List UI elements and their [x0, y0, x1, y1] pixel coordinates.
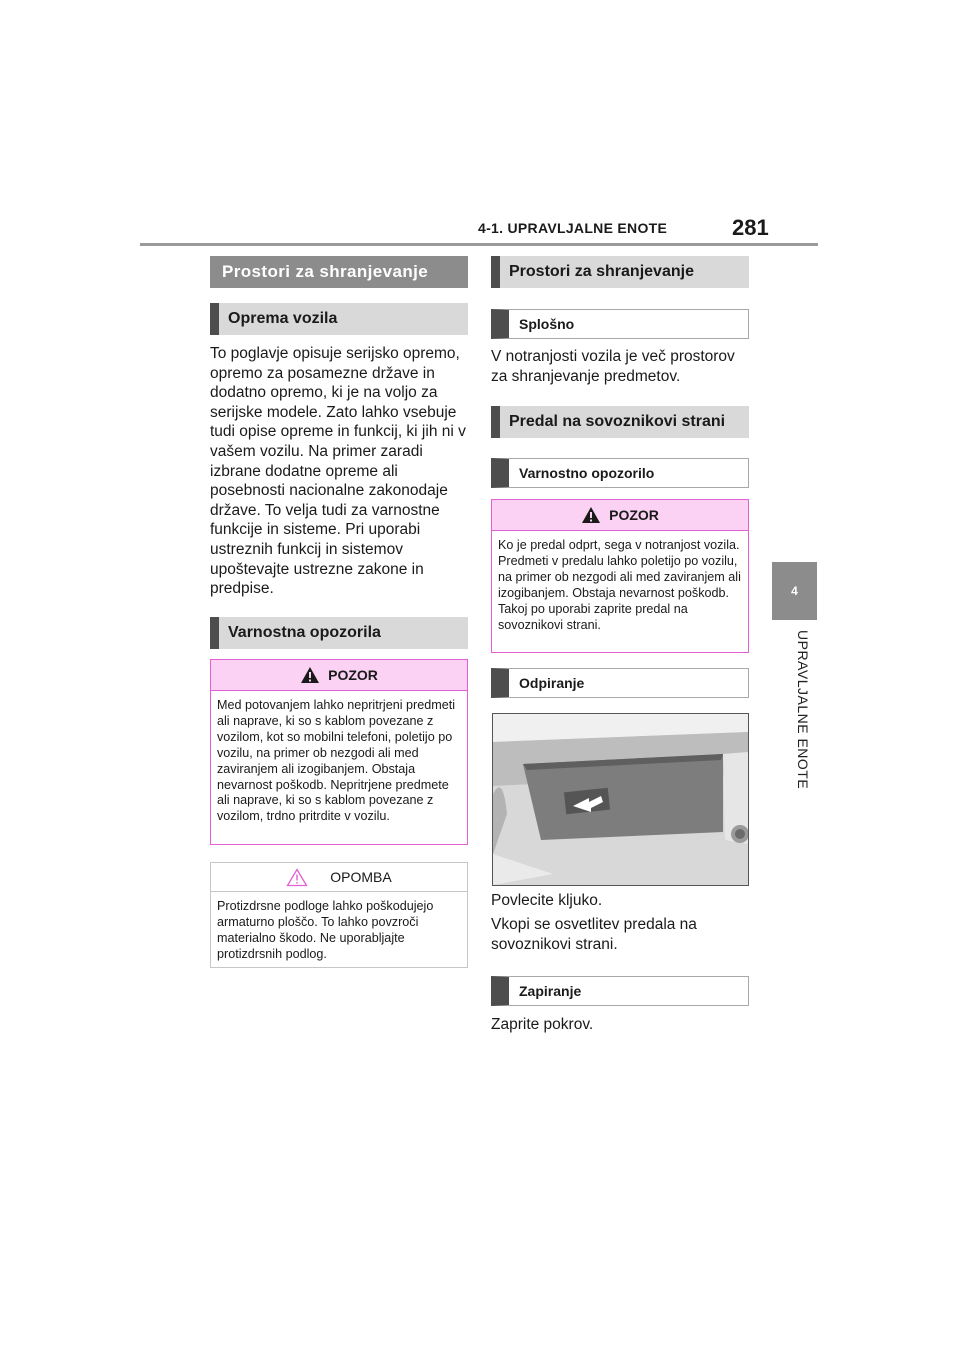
left-note-box — [210, 862, 468, 968]
chapter-tab: 4 — [772, 562, 817, 620]
left-intro-paragraph: To poglavje opisuje serijsko opremo, opremo za posamezne države in dodatno opremo, ki je na voljo za serijske modele. Zato lahko vsebuje tudi opise opreme in funkcij, ki jih ni v vašem vozilu. Na primer zaradi izbrane dodatne opreme ali posebnosti nacionalne zakonodaje države. To velja tudi za varnostne funkcije in sisteme. Pri uporabi ustreznih funkcij in sistemov upoštevajte ustrezne zakone in predpise. — [210, 345, 466, 598]
warning-box-header — [492, 500, 748, 531]
note-box-header — [211, 863, 467, 892]
right-small-heading-odpiranje: Odpiranje — [491, 668, 749, 698]
right-subheading-prostori: Prostori za shranjevanje — [491, 256, 749, 288]
warning-title: POZOR — [328, 667, 378, 683]
header-divider — [140, 243, 818, 246]
step-close-lid: Zaprite pokrov. — [491, 1016, 594, 1033]
caution-outline-icon — [286, 868, 308, 887]
warning-box-header — [211, 660, 467, 691]
left-subheading-varnostna: Varnostna opozorila — [210, 617, 468, 649]
left-warning-box — [210, 659, 468, 845]
note-text: Protizdrsne podloge lahko poškodujejo armaturno ploščo. To lahko povzroči materialno škodo. Ne uporabljajte protizdrsnih podlog. — [217, 899, 434, 961]
step-pull-handle: Povlecite kljuko. — [491, 892, 603, 909]
warning-triangle-icon — [581, 506, 601, 524]
warning-text: Med potovanjem lahko nepritrjeni predmeti ali naprave, ki so s kablom povezane z vozilom, kot so mobilni telefoni, poletijo po vozilu, na primer ob nezgodi ali med zaviranjem ali izogibanjem. Obstaja nevarnost poškodb. Nepritrjene predmete ali naprave, ki so s kablom povezane z vozilom, trdno pritrdite v vozilu. — [217, 698, 456, 824]
right-general-paragraph: V notranjosti vozila je več prostorov za shranjevanje predmetov. — [491, 348, 735, 385]
right-warning-box — [491, 499, 749, 653]
warning-text: Ko je predal odprt, sega v notranjost vozila. Predmeti v predalu lahko poletijo po vozilu, na primer ob nezgodi ali med zaviranjem ali izogibanjem. Obstaja nevarnost poškodb. Takoj po uporabi zaprite predal na sovoznikovi strani. — [498, 538, 741, 632]
right-small-heading-splosno: Splošno — [491, 309, 749, 339]
right-small-heading-varnostno: Varnostno opozorilo — [491, 458, 749, 488]
right-subheading-predal: Predal na sovoznikovi strani — [491, 406, 749, 438]
glovebox-image — [493, 714, 748, 885]
step-light-on: Vkopi se osvetlitev predala na sovoznikovi strani. — [491, 916, 697, 953]
left-main-heading: Prostori za shranjevanje — [210, 256, 468, 288]
chapter-label: UPRAVLJALNE ENOTE — [795, 630, 811, 790]
right-small-heading-zapiranje: Zapiranje — [491, 976, 749, 1006]
note-title: OPOMBA — [330, 869, 392, 885]
glovebox-illustration — [492, 713, 749, 886]
warning-triangle-icon — [300, 666, 320, 684]
warning-title: POZOR — [609, 507, 659, 523]
left-subheading-oprema: Oprema vozila — [210, 303, 468, 335]
page-number: 281 — [732, 215, 769, 240]
section-title: 4-1. UPRAVLJALNE ENOTE — [478, 220, 668, 236]
